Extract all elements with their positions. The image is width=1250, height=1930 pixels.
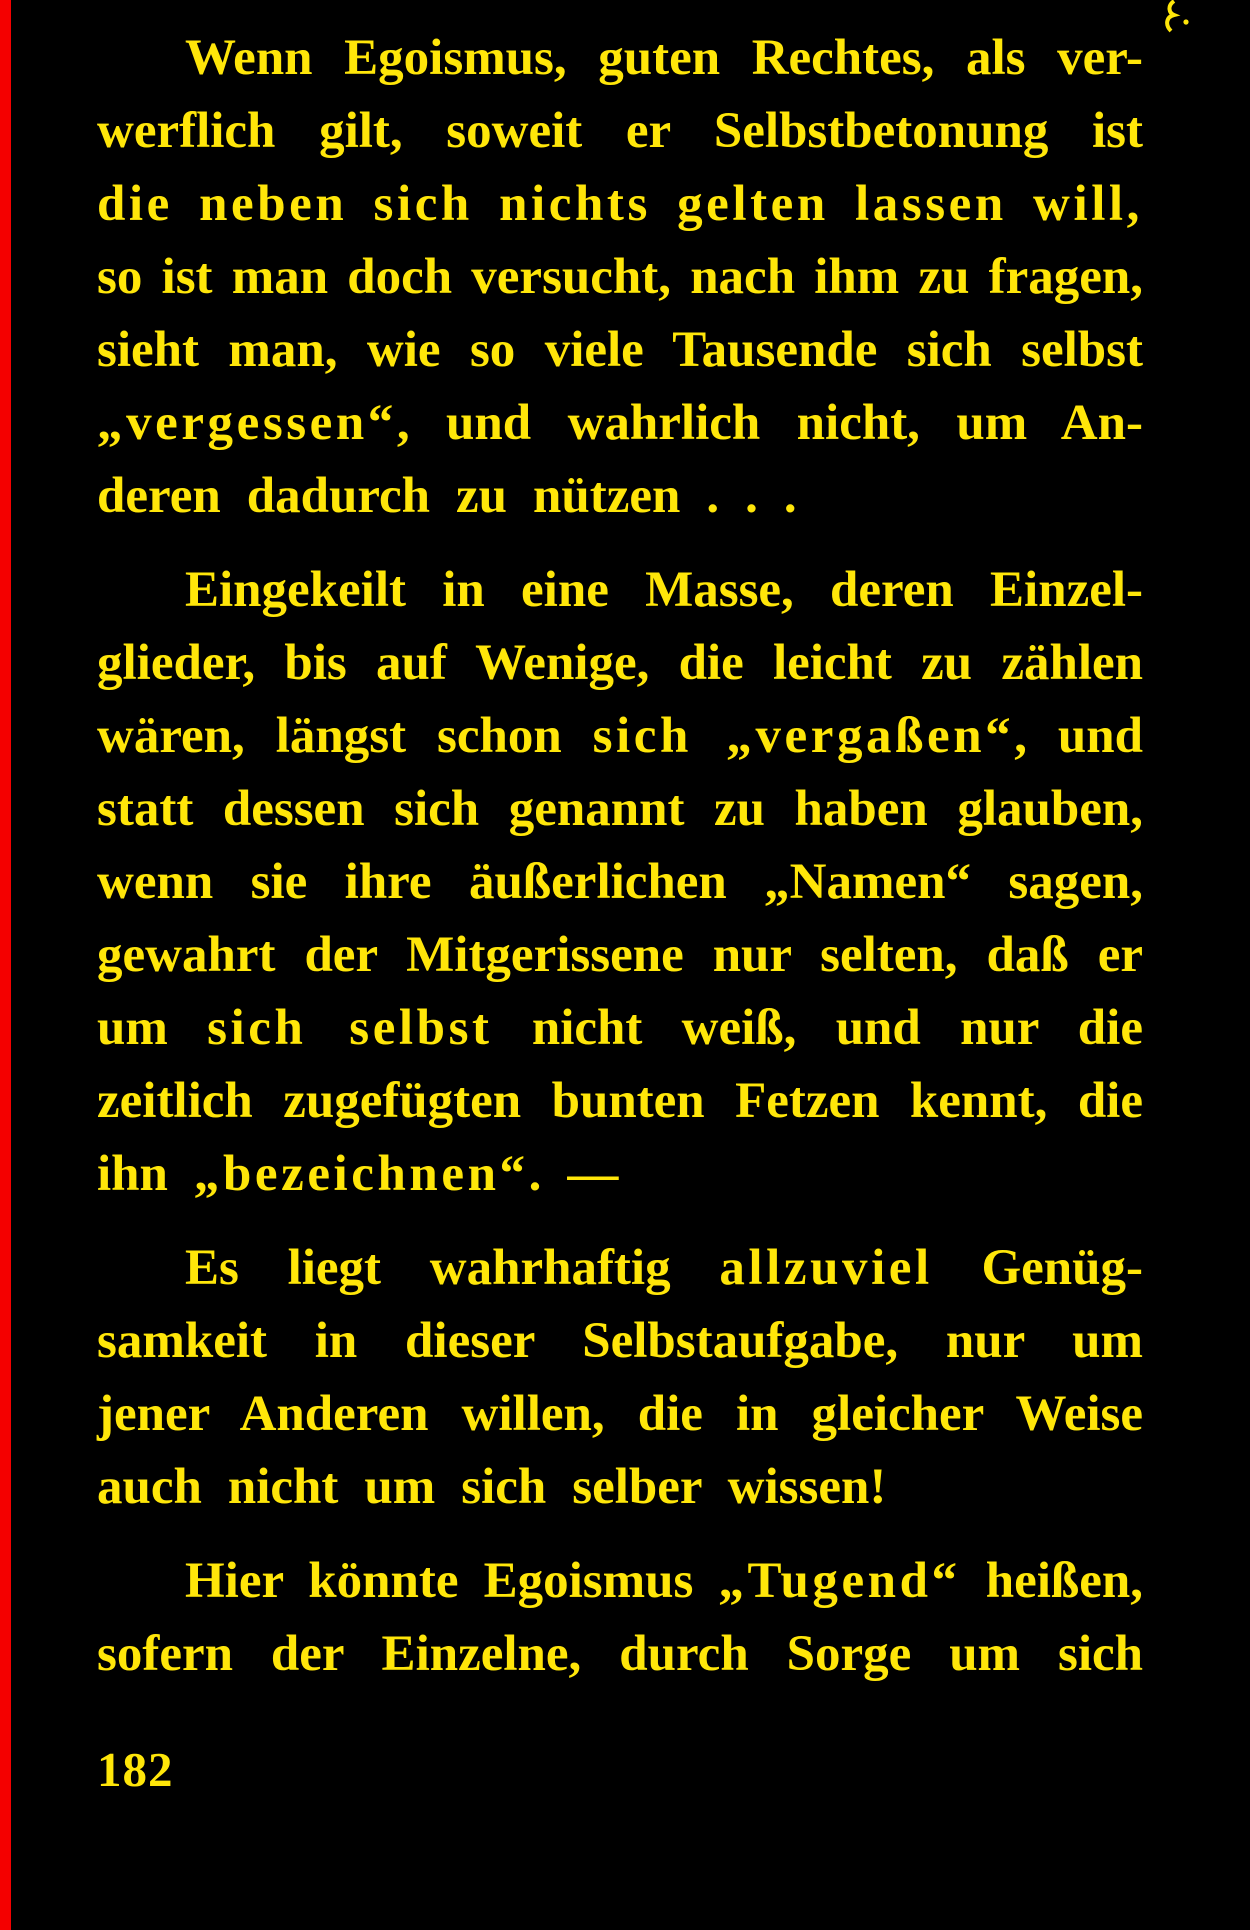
text-segment: wären, längst schon (97, 708, 593, 764)
scan-smudge-icon (1158, 0, 1192, 36)
paragraph (97, 554, 1143, 1211)
text-segment: so ist man doch versucht, nach ihm zu fragen, (97, 249, 1143, 305)
text-segment: ihn (97, 1146, 194, 1202)
emphasized-text: „Tugend“ (718, 1553, 961, 1609)
text-segment: zeitlich zugefügten bunten Fetzen kennt, die (97, 1073, 1143, 1129)
text-segment: sieht man, wie so viele Tausende sich selbst (97, 322, 1143, 378)
text-segment: wenn sie ihre äußerlichen „Namen“ sagen, (97, 854, 1143, 910)
text-segment: samkeit in dieser Selbstaufgabe, nur um (97, 1313, 1143, 1369)
text-segment: Eingekeilt in eine Masse, deren Einzel- (185, 562, 1143, 618)
text-line (97, 1451, 1143, 1524)
text-segment: deren dadurch zu nützen . . . (97, 468, 797, 524)
paragraph (97, 1545, 1143, 1691)
text-segment: , und (1014, 708, 1144, 764)
text-line (97, 846, 1143, 919)
text-segment: auch nicht um sich selber wissen! (97, 1459, 887, 1515)
text-segment: , und wahrlich nicht, um An- (396, 395, 1143, 451)
text-line (97, 1618, 1143, 1691)
text-segment: um (97, 1000, 208, 1056)
text-line (97, 314, 1143, 387)
text-line (97, 460, 1143, 533)
text-line (97, 773, 1143, 846)
text-segment: Genüg- (932, 1240, 1143, 1296)
emphasized-text: sich selbst (207, 1000, 493, 1056)
text-segment: werflich gilt, soweit er Selbstbetonung ist (97, 103, 1143, 159)
text-line (97, 919, 1143, 992)
text-line (97, 1378, 1143, 1451)
text-segment: sofern der Einzelne, durch Sorge um sich (97, 1626, 1143, 1682)
text-line (97, 1232, 1143, 1305)
text-segment: jener Anderen willen, die in gleicher Weise (97, 1386, 1143, 1442)
text-segment: . — (528, 1146, 619, 1202)
text-line (97, 387, 1143, 460)
text-segment: Es liegt wahrhaftig (185, 1240, 720, 1296)
text-segment: heißen, (960, 1553, 1143, 1609)
page-text (97, 22, 1143, 1806)
text-line (97, 1065, 1143, 1138)
text-line (97, 1138, 1143, 1211)
text-segment: Hier könnte Egoismus (185, 1553, 719, 1609)
text-line (97, 627, 1143, 700)
emphasized-text: allzuviel (719, 1240, 933, 1296)
paragraph (97, 22, 1143, 533)
text-segment: nicht weiß, und nur die (492, 1000, 1143, 1056)
text-line (97, 1545, 1143, 1618)
text-segment: Wenn Egoismus, guten Rechtes, als ver- (185, 30, 1143, 86)
text-line (97, 168, 1143, 241)
emphasized-text: „vergessen“ (97, 395, 397, 451)
text-segment: statt dessen sich genannt zu haben glauben, (97, 781, 1143, 837)
text-line (97, 22, 1143, 95)
paragraph (97, 1232, 1143, 1524)
emphasized-text: die neben sich nichts gelten lassen will, (97, 176, 1143, 232)
text-segment: gewahrt der Mitgerissene nur selten, daß er (97, 927, 1143, 983)
emphasized-text: „bezeichnen“ (193, 1146, 529, 1202)
text-line (97, 992, 1143, 1065)
page-number: 182 (97, 1742, 174, 1797)
scan-edge-red-strip (0, 0, 11, 1930)
text-line (97, 554, 1143, 627)
emphasized-text: sich „vergaßen“ (592, 708, 1015, 764)
text-segment: glieder, bis auf Wenige, die leicht zu zählen (97, 635, 1143, 691)
text-line (97, 95, 1143, 168)
text-line (97, 241, 1143, 314)
text-block (97, 22, 1143, 1691)
text-line (97, 700, 1143, 773)
text-line (97, 1305, 1143, 1378)
